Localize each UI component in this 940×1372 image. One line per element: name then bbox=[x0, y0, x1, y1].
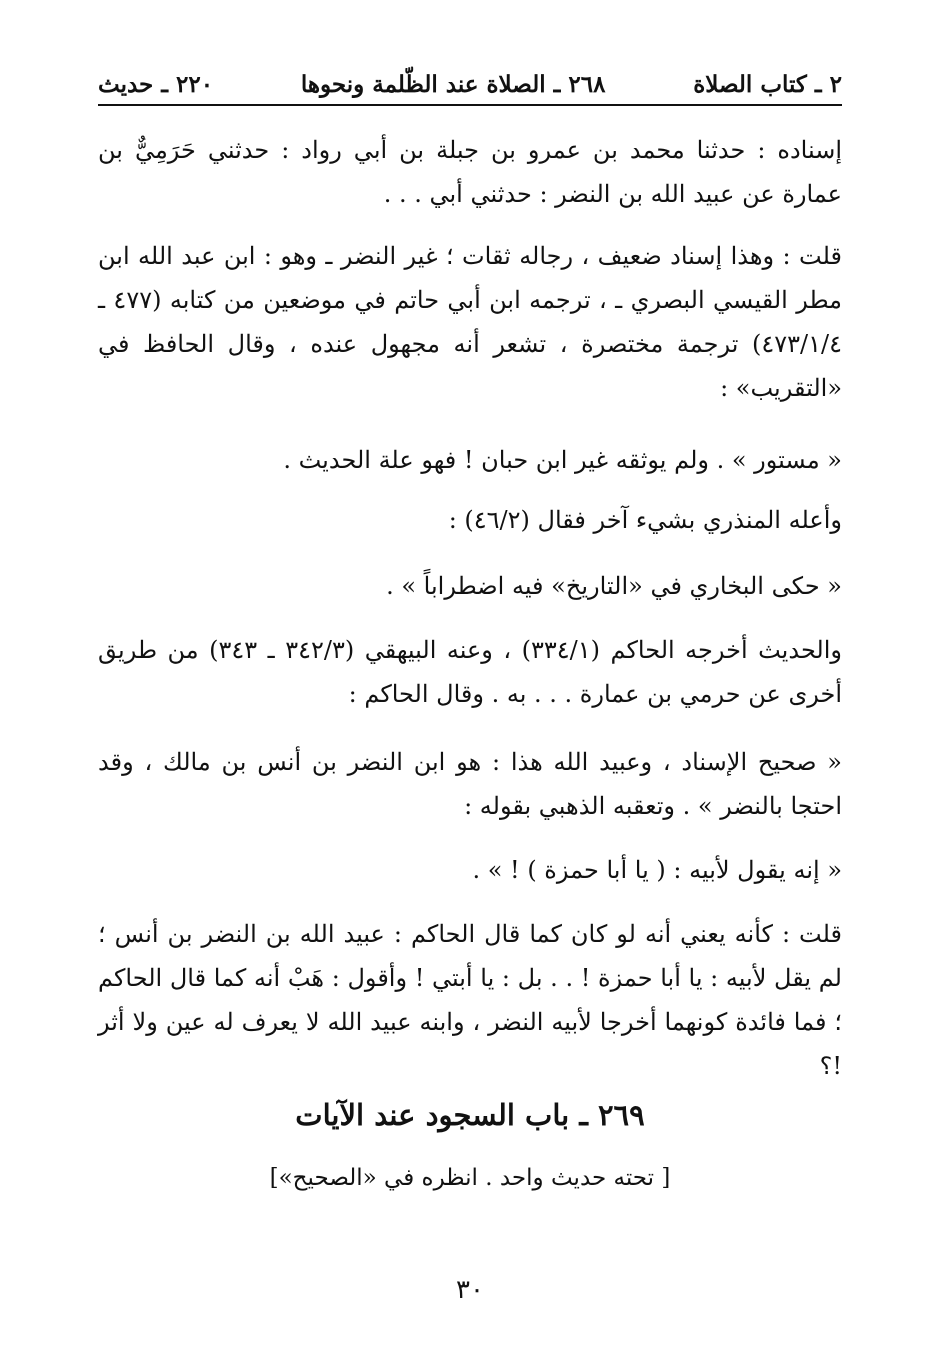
commentary-paragraph: قلت : وهذا إسناد ضعيف ، رجاله ثقات ؛ غير النضر ـ وهو : ابن عبد الله ابن مطر القيسي البصري ـ ، ترجمه ابن أبي حاتم في موضعين من كتابه (٤٧٧ ـ ٤٧٣/١/٤) ترجمة مختصرة ، تشعر أنه مجهول عنده ، وقال الحافظ في «التقريب» : bbox=[98, 242, 842, 402]
mundhiri-paragraph: وأعله المنذري بشيء آخر فقال (٤٦/٢) : bbox=[448, 506, 842, 534]
header-book-title: ٢ ـ كتاب الصلاة bbox=[693, 71, 842, 98]
quote-dhahabi: « إنه يقول لأبيه : ( يا أبا حمزة ) ! » . bbox=[472, 856, 842, 884]
isnad-paragraph: إسناده : حدثنا محمد بن عمرو بن جبلة بن أبي رواد : حدثني حَرَمِيٌّ بن عمارة عن عبيد الله بن النضر : حدثني أبي . . . bbox=[98, 136, 842, 208]
quote-bukhari: « حكى البخاري في «التاريخ» فيه اضطراباً » . bbox=[386, 572, 842, 600]
quote-taqrib: « مستور » . ولم يوثقه غير ابن حبان ! فهو علة الحديث . bbox=[283, 446, 842, 474]
header-hadith-number: ٢٢٠ ـ حديث bbox=[98, 71, 214, 98]
header-chapter-title: ٢٦٨ ـ الصلاة عند الظّلمة ونحوها bbox=[300, 71, 606, 98]
section-note: [ تحته حديث واحد . انظره في «الصحيح»] bbox=[269, 1165, 671, 1191]
takhrij-paragraph: والحديث أخرجه الحاكم (٣٣٤/١) ، وعنه البيهقي (٣٤٢/٣ ـ ٣٤٣) من طريق أخرى عن حرمي بن عمارة . . . به . وقال الحاكم : bbox=[98, 636, 843, 708]
quote-hakim: « صحيح الإسناد ، وعبيد الله هذا : هو ابن النضر بن أنس بن مالك ، وقد احتجا بالنضر » . وتعقبه الذهبي بقوله : bbox=[98, 748, 842, 820]
running-header bbox=[98, 62, 842, 106]
section-title: ٢٦٩ ـ باب السجود عند الآيات bbox=[295, 1098, 645, 1132]
conclusion-paragraph: قلت : كأنه يعني أنه لو كان كما قال الحاكم : عبيد الله بن النضر بن أنس ؛ لم يقل لأبيه : يا أبا حمزة ! . . بل : يا أبتي ! وأقول : هَبْ أنه كما قال الحاكم ؛ فما فائدة كونهما أخرجا لأبيه النضر ، وابنه عبيد الله لا يعرف له عين ولا أثر !؟ bbox=[98, 920, 842, 1080]
page-number: ٣٠ bbox=[456, 1275, 484, 1305]
